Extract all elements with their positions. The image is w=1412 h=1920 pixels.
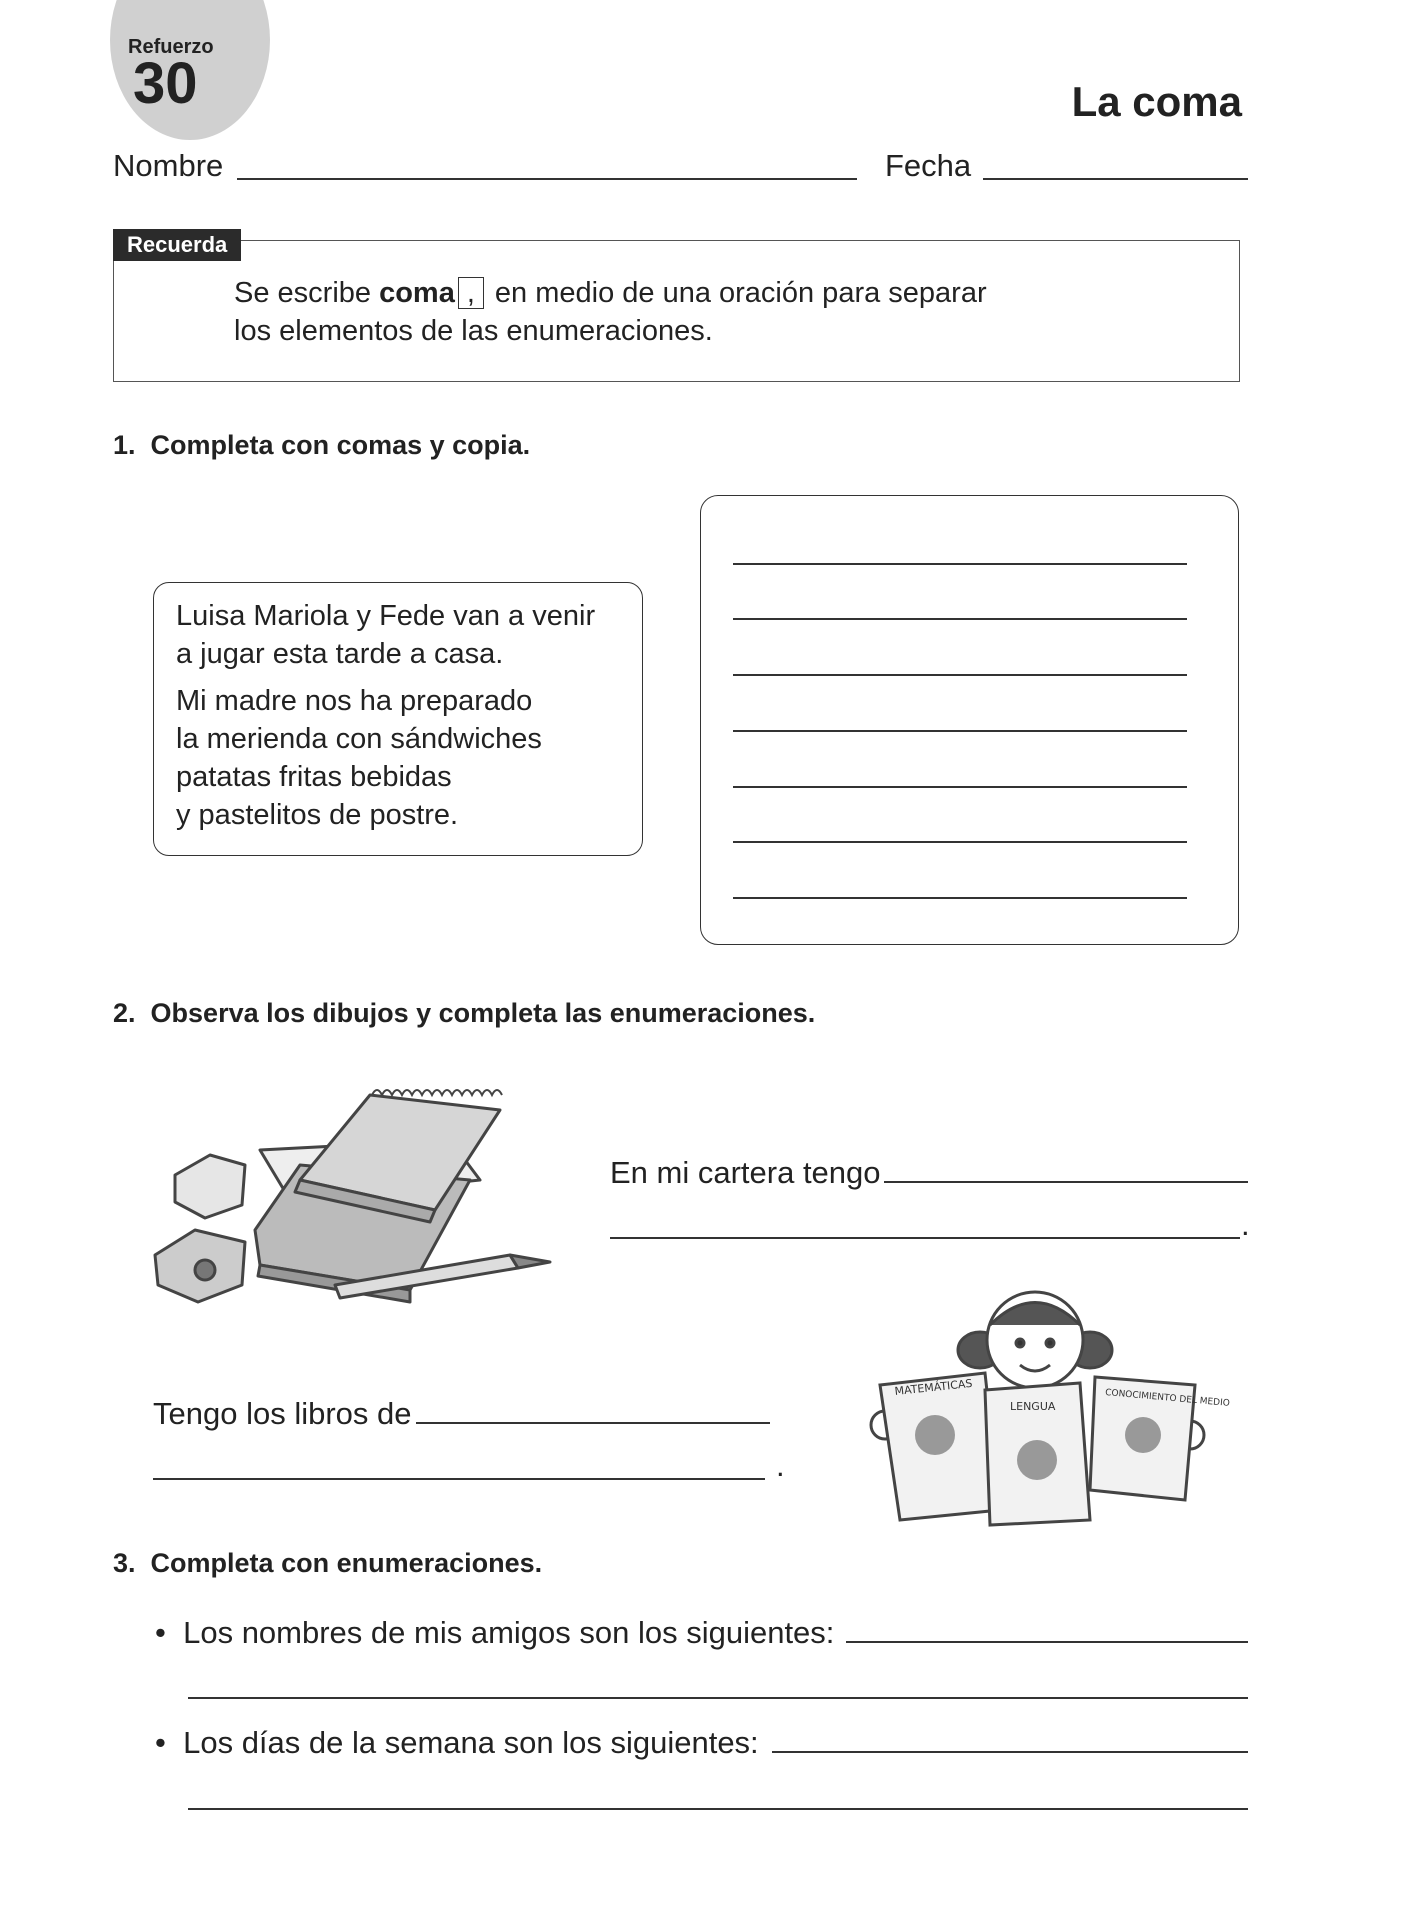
cartera-answer-line[interactable] — [884, 1181, 1248, 1183]
q3-item — [155, 1725, 759, 1761]
period: . — [776, 1448, 785, 1483]
q1-paragraph2 — [176, 682, 642, 834]
name-label: Nombre — [113, 148, 224, 183]
q1-text: Completa con comas y copia. — [150, 430, 531, 460]
badge-number: 30 — [133, 51, 198, 116]
q2-text: Observa los dibujos y completa las enumeraciones. — [150, 998, 816, 1028]
libros-answer-line[interactable] — [416, 1422, 770, 1424]
rec-line2: los elementos de las enumeraciones. — [234, 315, 713, 347]
q3-answer-line[interactable] — [188, 1808, 1248, 1810]
child-with-books-illustration — [865, 1285, 1231, 1525]
q1-source-text-box — [153, 582, 643, 856]
comma-symbol-box: , — [458, 277, 484, 309]
p1-line: Luisa Mariola y Fede van a venir — [176, 600, 596, 632]
name-field[interactable] — [237, 178, 857, 180]
q1-number: 1. — [113, 430, 136, 460]
q3-answer-line[interactable] — [772, 1751, 1248, 1753]
q1-answer-line[interactable] — [733, 563, 1187, 565]
recuerda-text — [234, 274, 987, 350]
q3-item-text: Los nombres de mis amigos son los siguientes: — [183, 1615, 835, 1650]
cartera-label: En mi cartera tengo — [610, 1155, 881, 1190]
book-label-matematicas: MATEMÁTICAS — [893, 1376, 974, 1398]
rec-after: en medio de una oración para separar — [486, 277, 987, 309]
q1-answer-line[interactable] — [733, 897, 1187, 899]
libros-label: Tengo los libros de — [153, 1396, 412, 1431]
q1-answer-line[interactable] — [733, 786, 1187, 788]
libros-answer-line[interactable] — [153, 1478, 765, 1480]
page-title: La coma — [1071, 78, 1242, 125]
bullet: • — [155, 1615, 166, 1650]
school-supplies-illustration — [150, 1080, 560, 1320]
p1-line: a jugar esta tarde a casa. — [176, 638, 504, 670]
q1-paragraph1 — [176, 597, 642, 673]
q3-text: Completa con enumeraciones. — [150, 1548, 543, 1578]
q2-heading — [113, 998, 815, 1029]
q3-item-text: Los días de la semana son los siguientes: — [183, 1725, 759, 1760]
p2-line: y pastelitos de postre. — [176, 799, 459, 831]
cartera-answer-line[interactable] — [610, 1237, 1240, 1239]
recuerda-tag: Recuerda — [113, 229, 241, 261]
date-field[interactable] — [983, 178, 1248, 180]
q1-answer-line[interactable] — [733, 618, 1187, 620]
q1-answer-line[interactable] — [733, 841, 1187, 843]
rec-before: Se escribe — [234, 277, 380, 309]
q3-heading — [113, 1548, 542, 1579]
bullet: • — [155, 1725, 166, 1760]
q3-number: 3. — [113, 1548, 136, 1578]
book-label-conocimiento: CONOCIMIENTO DEL MEDIO — [1104, 1388, 1231, 1409]
q1-heading — [113, 430, 530, 461]
book-label-lengua: LENGUA — [1010, 1400, 1056, 1413]
p2-line: patatas fritas bebidas — [176, 761, 452, 793]
p2-line: la merienda con sándwiches — [176, 723, 542, 755]
badge-label: Refuerzo — [128, 36, 214, 58]
q3-answer-line[interactable] — [846, 1641, 1248, 1643]
q1-answer-line[interactable] — [733, 730, 1187, 732]
rec-bold-coma: coma — [379, 277, 455, 309]
q2-number: 2. — [113, 998, 136, 1028]
q3-answer-line[interactable] — [188, 1697, 1248, 1699]
period: . — [1241, 1207, 1250, 1242]
q1-answer-line[interactable] — [733, 674, 1187, 676]
q3-item — [155, 1615, 834, 1651]
date-label: Fecha — [885, 148, 972, 183]
p2-line: Mi madre nos ha preparado — [176, 685, 533, 717]
